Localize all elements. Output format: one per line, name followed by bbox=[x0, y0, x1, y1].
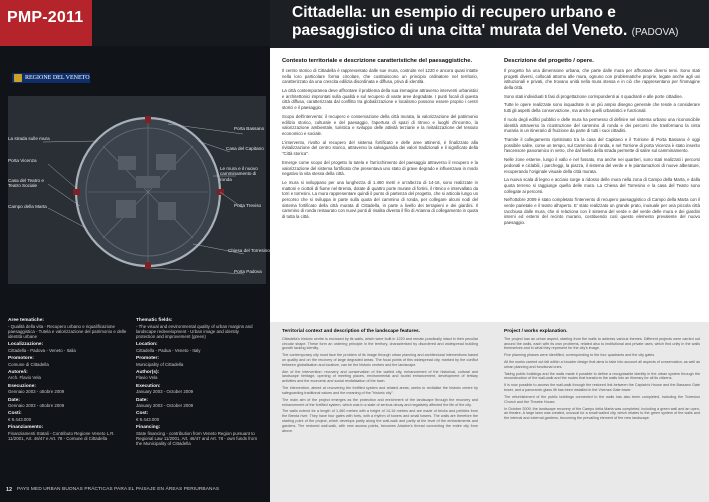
paragraph: Tramite il collegamento ripristinato tra la casa del Capitano e il Torrione di Porta Bassano è oggi possibile salire, come un tempo, sul Cammino di ronda, e nel Torrione di porta Vicenza è stato inserito l'ascensore panoramico in vetro, che dal livello della strada permette di salire sul camminamento. bbox=[504, 136, 700, 154]
english-body bbox=[282, 329, 702, 497]
info-label: Finanziamento: bbox=[8, 425, 44, 431]
paragraph: Emerge come scopo del progetto la tutela e l'arricchimento del paesaggio attraverso il recupero e la valorizzazione del sistema fortificato che presentava uno stato di grave degrado e influenzava in modo negativo la vita stessa della città. bbox=[282, 159, 478, 177]
info-value: January 2003 - October 2009 bbox=[136, 389, 194, 395]
paragraph: Il ruolo degli edifici pubblici e delle mura ha permesso di definire nel sistema urbano una riconoscibile identità attraverso la ricostruzione del cammino di ronda e dei percorsi che trasformano la cinta muraria in un itinerario di fruizione da parte di tutti i suoi cittadini. bbox=[504, 116, 700, 134]
paragraph: The intervention, aimed at recovering the fortified system and related areas, seeks to revitalise the historic centre by safeguarding traditional values and the meaning of the "historic city". bbox=[282, 386, 478, 395]
map-label-porta-vicenza: Porta Vicenza bbox=[8, 158, 37, 163]
paragraph: Aim of the intervention: recovery and conservation of the walled city, enhancement of the historical, cultural and landscape heritage, opening of meeting places, environmental and tourist enhancement, development of tertiary activities and the economic and social revitalisation of the town. bbox=[282, 369, 478, 384]
info-item bbox=[8, 384, 130, 395]
info-item bbox=[136, 356, 258, 367]
page-number: 12 bbox=[6, 487, 13, 493]
map-label-mura: Le mura e il nuovo camminamento di ronda bbox=[220, 166, 258, 182]
paragraph: Nell'ottobre 2009 è stato completato l'intervento di recupero paesaggistico di Campo della Marta con il verde parietale e il teatro all'aperto. E' stato realizzato un grande prato, inusuale per una piccola città racchiusa dalle mura, che si relaziona con il sistema del verde e del verde delle mura e dei giardini interni ed esterni del recinto murario, costituendo così questo elemento prevalente del nuovo paesaggio. bbox=[504, 197, 700, 226]
paragraph: The walls extend for a length of 1,460 metres with a height of 14-16 metres and are made of bricks and pebbles from the Brenta river. They have four gates with forts, with a rhythm of towers and small towers. The walls are therefore the starting point of the project, which develops partly along the wall-walk and partly at the level of the embankments and gardens. The restored wall-walk, with new access points, becomes Ariadne's thread connecting the entire city from above. bbox=[282, 409, 478, 433]
page-title bbox=[292, 4, 702, 41]
paragraph: The contemporary city must face the problem of its image through urban planning and architectural interventions based on quality and on the recovery of large degraded areas. The focal points of this widespread city, marked by the conflict between globalisation and localism, can be the historic centres and the landscape. bbox=[282, 353, 478, 367]
map-label-chiesa-torresino: Chiesa del Torresino bbox=[228, 248, 270, 253]
info-value: Arch. Flavio Vela bbox=[8, 375, 41, 381]
info-value: Cittadella - Padua - Veneto - Italy bbox=[136, 347, 201, 353]
footer-text: PAYS MED URBAN BUONAS PRÁCTICAS PARA EL PAISAJE EN ÁREAS PERIURBANAS bbox=[17, 487, 220, 492]
info-label: Promoter: bbox=[136, 356, 159, 362]
paragraph: Cittadella's historic centre is enclosed by its walls, which were built in 1220 and remain practically intact in their peculiar circular shape. These form an ordering principle in the territory, characterised by disordered and widespread building growth lacking identity. bbox=[282, 336, 478, 351]
info-item bbox=[8, 342, 130, 353]
info-value: Flavio Vela bbox=[136, 375, 158, 381]
paragraph: Taking public buildings and the walls made it possible to define a recognisable identity in the urban system through the reconstruction of the wall-walk and the routes that transform the walls into an itinerary for all its citizens. bbox=[504, 371, 700, 381]
region-logo-text: REGIONE DEL VENETO bbox=[25, 75, 90, 81]
italian-body bbox=[282, 58, 702, 320]
map-label-porta-padova: Porta Padova bbox=[234, 269, 262, 274]
info-value: - The visual and environmental quality of urban margins and landscape redevelopment - Urban image and identity protection and improvement (green) bbox=[136, 323, 253, 340]
info-item bbox=[136, 398, 258, 409]
site-map bbox=[8, 96, 270, 284]
info-label: Promotore: bbox=[8, 356, 34, 362]
region-crest-icon bbox=[14, 74, 22, 82]
paragraph: Le mura si sviluppano per una lunghezza di 1.460 metri e un'altezza di 14-16, sono realizzate in mattoni e ciottoli di fiume nel Brenta, dotate di quattro porte murate di fortini, il ritmico e intervallato da torri e torresini. La mura rappresentare quindi il punto di partenza del progetto, che si articola lungo un percorso che si sviluppa in parte sulla quota del cammino di ronda, per collegare alcuni nodi del sistema fortificato della città murata di Cittadella, in parte a livello dei terrapieni e dei giardini. Il cammino di ronda restaurato con nuovi punti di risalita diventa il filo di Arianna di collegamento in quota di tutta la città. bbox=[282, 179, 478, 220]
info-item bbox=[8, 370, 130, 381]
info-label: Localizzazione: bbox=[8, 342, 44, 348]
project-code: PMP-2011 bbox=[7, 9, 84, 26]
map-label-casa-teatro: Casa del Teatro e Teatro Sociale bbox=[8, 178, 44, 189]
info-value: Municipality of Cittadella bbox=[136, 361, 184, 367]
info-item bbox=[136, 425, 258, 446]
info-value: - Qualità della vita - Recupero urbano e riqualificazione paesaggistica - Tutela e valorizzazione del patrimonio e delle identità urbane bbox=[8, 323, 127, 340]
paragraph: All the works carried out fall within a broader design that aims to take into account all aspects of conservation, as well as urban planning and functional ones. bbox=[504, 360, 700, 369]
info-value: Comune di Cittadella bbox=[8, 361, 49, 367]
paragraph: The project has an urban aspect, starting from the walls to address various themes. Different projects were carried out around the walls, each with its own problems, related also to institutional and private uses, which find unity in the walls themselves and in what they represent for the city's image. bbox=[504, 336, 700, 351]
info-item bbox=[8, 411, 130, 422]
paragraph: La nuova scala di legno e acciaio sorge a ridosso delle mura nella zona di Campo della Marta, e dalla quota terreno si raggiunge quella delle mura. La Chiesa del Torresino e la casa del Teatro sono collegate ai percorsi. bbox=[504, 177, 700, 194]
info-label: Cost: bbox=[136, 411, 149, 417]
info-label: Esecuzione: bbox=[8, 383, 36, 389]
map-label-strada-mura: La strada sulle mura bbox=[8, 136, 50, 141]
paragraph: It is now possible to access the wall-walk through the restored link between the Captain's House and the Bassano Gate tower, and a panoramic glass lift has been installed in the Vicenza Gate tower. bbox=[504, 383, 700, 393]
info-item bbox=[136, 411, 258, 422]
region-logo bbox=[12, 73, 90, 83]
code-bar bbox=[0, 0, 270, 46]
paragraph: Nelle zone esterne, lungo il vallo e nel fossato, ma anche nei quartieri, sono stati realizzati i percorsi pedonali e ciclabili, i parcheggi, la piazza, il sistema del verde e le piantumazioni di nuove alberature, recuperando l'originale visuale della città murata. bbox=[504, 157, 700, 174]
info-label: Financing: bbox=[136, 425, 161, 431]
left-panel bbox=[0, 0, 270, 502]
info-column-english bbox=[136, 318, 258, 450]
info-item bbox=[136, 318, 258, 339]
map-label-porta-bassano: Porta Bassano bbox=[234, 126, 265, 131]
paragraph: Sono stati individuati 5 fasi di progettazione corrispondenti ai 4 quadranti e alle porte cittadine. bbox=[504, 93, 683, 99]
info-item bbox=[8, 398, 130, 409]
paragraph: L'intervento, rivolto al recupero del sistema fortificato e delle aree attinenti, è finalizzato alla rivitalizzazione del centro storico, attraverso la salvaguardia dei valori tradizionali e il significato della "Città storica". bbox=[282, 139, 478, 157]
section-heading: Territorial context and description of the landscape features. bbox=[282, 329, 420, 334]
english-column-context bbox=[282, 329, 478, 435]
info-item bbox=[136, 342, 258, 353]
page-title-suffix: (PADOVA) bbox=[631, 26, 679, 38]
paragraph: Scopo dell'intervento: il recupero e conservazione della città murata, la valorizzazione del patrimonio edilizio storico, culturale e del paesaggio, l'apertura di spazi di ritrovo e luoghi d'incontro, la valorizzazione ambientale, turistica e sviluppo delle attività terziarie e la rivitalizzazione del tessuto economico e sociale. bbox=[282, 113, 478, 136]
info-item bbox=[136, 370, 258, 381]
info-value: Finanziamenti Statali - Contributo Regione Veneto L.R. 11/2001, Art. 46/47 e Art. 78 - Comune di Cittadella bbox=[8, 430, 115, 441]
info-value: Gennaio 2003 - ottobre 2009 bbox=[8, 403, 65, 409]
info-item bbox=[8, 318, 130, 339]
footer bbox=[0, 482, 270, 502]
section-heading: Project / works explanation. bbox=[504, 329, 568, 334]
info-label: Autore/i: bbox=[8, 369, 28, 375]
info-item bbox=[8, 425, 130, 441]
info-label: Costi: bbox=[8, 411, 22, 417]
map-drawing bbox=[8, 96, 266, 284]
paragraph: The refurbishment of the public buildings connected to the walls has also been completed, including the Torresino Church and the Theatre House. bbox=[504, 394, 700, 404]
italian-column-context bbox=[282, 58, 478, 223]
paragraph: Five planning phases were identified, corresponding to the four quadrants and the city gates. bbox=[504, 353, 656, 358]
info-item bbox=[8, 356, 130, 367]
info-label: Execution: bbox=[136, 383, 161, 389]
english-column-project bbox=[504, 329, 700, 423]
info-value: € 9.443.000 bbox=[136, 416, 160, 422]
title-bar bbox=[270, 0, 709, 48]
paragraph: La città contemporanea deve affrontare il problema della sua immagine attraverso interventi urbanistici e architettonici improntati sulla qualità e sul recupero di vaste aree degradate. I punti focali di questa città diffusa, caratterizzata dal conflitto tra globalizzazione e localismo possono essere proprio i centri storici e il paesaggio. bbox=[282, 88, 478, 111]
info-value: Cittadella - Padova - Veneto - Italia bbox=[8, 347, 76, 353]
info-item bbox=[136, 384, 258, 395]
info-label: Author(s): bbox=[136, 369, 160, 375]
paragraph: Il centro storico di Cittadella è rappresentato dalle sue mura, costruite nel 1220 e ancora quasi intatte nella loro particolare forma circolare, che costituiscono un principio ordinatore nel territorio, caratterizzato da una crescita edilizia disordinata e diffusa, priva di identità. bbox=[282, 67, 478, 85]
page-title-text: Cittadella: un esempio di recupero urbano e paesaggistico di una citta' murata del Veneto. bbox=[292, 4, 628, 39]
paragraph: Il progetto ha una dimensione urbana, che parte dalle mura per affrontare diversi temi. Sono stati progetti diversi, collocati attorno alle mura, ognuno con problematiche proprie, legate anche agli usi istituzionali e privati, che trovano unità nella mura stessa e in ciò che rappresentano per l'immagine della città. bbox=[504, 67, 700, 91]
info-value: € 9.443.000 bbox=[8, 416, 32, 422]
map-label-campo-marta: Campo della Marta bbox=[8, 204, 47, 209]
map-label-casa-capitano: Casa del Capitano bbox=[226, 146, 264, 151]
section-heading: Descrizione del progetto / opere. bbox=[504, 58, 594, 64]
section-heading: Contesto territoriale e descrizione caratteristiche del paesaggistiche. bbox=[282, 58, 473, 64]
italian-column-project bbox=[504, 58, 700, 229]
paragraph: In October 2009, the landscape recovery of the Campo della Marta was completed, including a green wall and an open-air theatre. A large lawn was created, unusual for a small walled city, which relates to the green system of the walls and the internal and external gardens, becoming the prevailing element of the new landscape. bbox=[504, 406, 700, 421]
info-label: Date: bbox=[136, 397, 148, 403]
info-value: January 2003 - October 2009 bbox=[136, 403, 194, 409]
info-value: State financing - contribution from Veneto Region pursuant to Regional Law 11/2001, Art. 46/47 and Art. 78 - own funds from the Municipality of Cittadella bbox=[136, 430, 257, 447]
info-label: Aree tematiche: bbox=[8, 318, 44, 323]
info-column-italian bbox=[8, 318, 130, 444]
english-panel bbox=[270, 322, 709, 502]
info-label: Thematic fields: bbox=[136, 318, 173, 323]
info-label: Date: bbox=[8, 397, 20, 403]
map-label-porta-treviso: Porta Treviso bbox=[234, 203, 262, 208]
paragraph: The main aim of the project emerges as the protection and enrichment of the landscape through the recovery and enhancement of the fortified system, which was in a state of serious decay and negatively affected the life of the city. bbox=[282, 397, 478, 407]
project-info bbox=[8, 318, 262, 468]
info-label: Location: bbox=[136, 342, 158, 348]
paragraph: Tutte le opere realizzate sono inquadrate in un più ampio disegno generale che tende a considerare tutti gli aspetti della conservazione, ma anche quelli urbanistici e funzionali. bbox=[504, 102, 700, 114]
info-value: Gennaio 2003 - ottobre 2009 bbox=[8, 389, 65, 395]
